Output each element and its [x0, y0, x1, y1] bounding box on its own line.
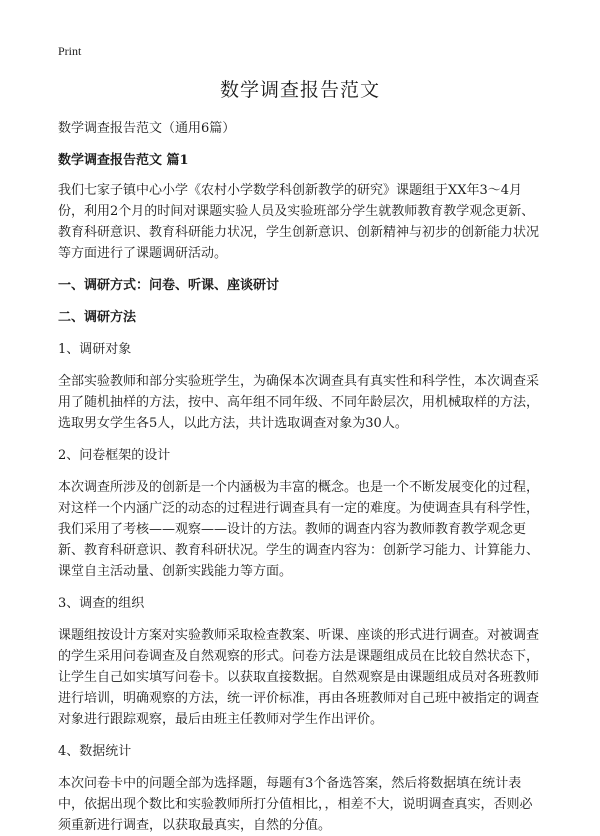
- document-subtitle: 数学调查报告范文（通用6篇）: [58, 121, 236, 136]
- paragraph-data-statistics: 本次问卷卡中的问题全部为选择题，每题有3个备选答案，然后将数据填在统计表中，依据出现个数比和实验教师所打分值相比，，相差不大，说明调查真实，否则必须重新进行调查，以获取最真实，自然的分值。: [58, 776, 533, 833]
- subheading-research-subjects: 1、调研对象: [58, 342, 132, 357]
- subheading-survey-organization: 3、调查的组织: [58, 596, 145, 611]
- section-heading: 数学调查报告范文 篇1: [58, 153, 189, 168]
- heading-research-mode: 一、调研方式：问卷、听课、座谈研讨: [58, 278, 280, 293]
- subheading-questionnaire-design: 2、问卷框架的设计: [58, 448, 171, 463]
- intro-paragraph: 我们七家子镇中心小学《农村小学数学科创新教学的研究》课题组于XX年3～4月份，利用2个月的时间对课题实验人员及实验班部分学生就教师教育教学观念更新、教育科研意识、教育科研能力状况，学生创新意识、创新精神与初步的创新能力状况等方面进行了课题调研活动。: [58, 183, 540, 261]
- subheading-data-statistics: 4、数据统计: [58, 744, 132, 759]
- paragraph-questionnaire-design: 本次调查所涉及的创新是一个内涵极为丰富的概念。也是一个不断发展变化的过程，对这样一个内涵广泛的动态的过程进行调查具有一定的难度。为使调查具有科学性，我们采用了考核——观察——设计的方法。教师的调查内容为教师教育教学观念更新、教育科研意识、教育科研状况。学生的调查内容为：创新学习能力、计算能力、课堂自主活动量、创新实践能力等方面。: [58, 480, 540, 579]
- document-title: 数学调查报告范文: [219, 79, 380, 101]
- paragraph-research-subjects: 全部实验教师和部分实验班学生，为确保本次调查具有真实性和科学性，本次调查采用了随机抽样的方法，按中、高年组不同年级、不同年龄层次，用机械取样的方法，选取男女学生各5人，以此方法，共计选取调查对象为30人。: [58, 374, 540, 431]
- print-label: Print: [58, 44, 82, 58]
- paragraph-survey-organization: 课题组按设计方案对实验教师采取检查教案、听课、座谈的形式进行调查。对被调查的学生采用问卷调查及自然观察的形式。问卷方法是课题组成员在比较自然状态下，让学生自己如实填写问卷卡。以获取直接数据。自然观察是由课题组成员对各班教师进行培训，明确观察的方法，统一评价标准，再由各班教师对自己班中被指定的调查对象进行跟踪观察，最后由班主任教师对学生作出评价。: [58, 628, 540, 727]
- heading-research-method: 二、调研方法: [58, 310, 137, 325]
